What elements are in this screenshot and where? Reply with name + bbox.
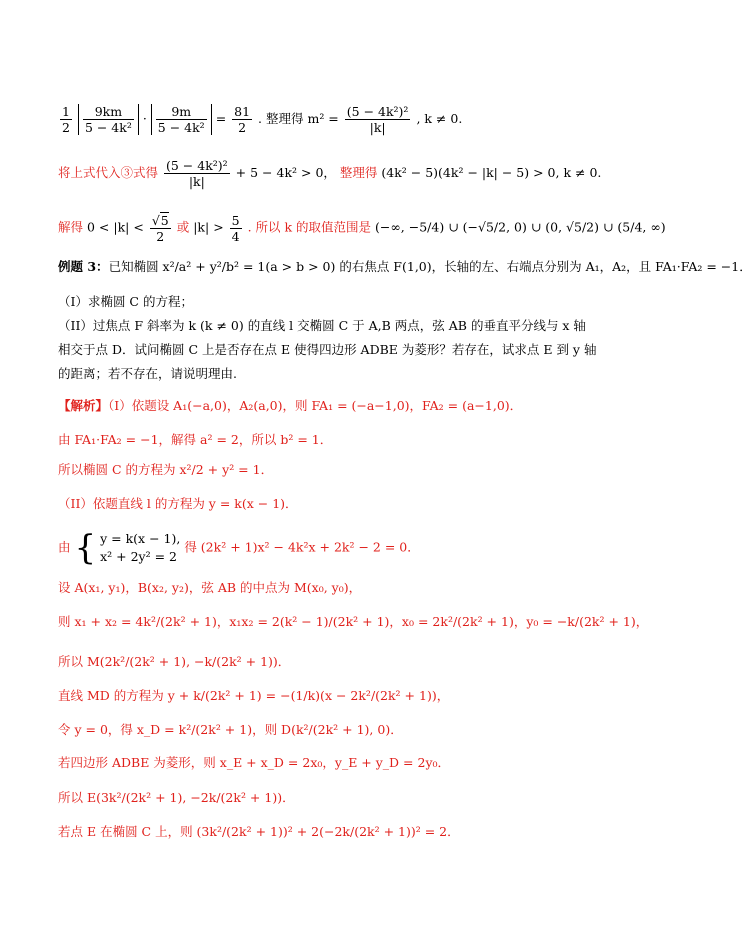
question-1: （I）求椭圆 C 的方程； [58, 294, 193, 309]
fraction-81-2: $\frac{81}{2}$ [234, 104, 251, 135]
abs-term-1: $\frac{9km}{\text{5 − 4k²}}$ [78, 104, 139, 135]
formula-line-1: $\frac{1}{2}$ $\frac{9km}{\text{5 − 4k²}}$ · $\frac{9m}{\text{5 − 4k²}}$ = $\frac{81}{2}$ . 整理得 m² = $\frac{\text{(5 − 4k²)²}}{|k|}$ , k ≠ 0. [62, 104, 463, 135]
solution-step-13: 若点 E 在椭圆 C 上，则 (3k²/(2k² + 1))² + 2(−2k/(2k² + 1))² = 2． [58, 824, 460, 839]
abs-term-2: $\frac{9m}{\text{5 − 4k²}}$ [151, 104, 212, 135]
solution-intro: 【解析】（I）依题设 A₁(−a,0)，A₂(a,0)，则 FA₁ = (−a−1,0)，FA₂ = (a−1,0)． [58, 398, 523, 413]
solution-step-12: 所以 E(3k²/(2k² + 1), −2k/(2k² + 1))． [58, 790, 295, 805]
solution-step-10: 令 y = 0，得 x_D = k²/(2k² + 1)，则 D(k²/(2k² + 1), 0)． [58, 722, 403, 737]
solution-step-9: 直线 MD 的方程为 y + k/(2k² + 1) = −(1/k)(x − 2k²/(2k² + 1))， [58, 688, 450, 703]
solution-step-3: 所以椭圆 C 的方程为 x²/2 + y² = 1． [58, 462, 274, 477]
solution-step-6: 设 A(x₁, y₁)，B(x₂, y₂)，弦 AB 的中点为 M(x₀, y₀)， [58, 580, 362, 595]
note-text: . 整理得 m² = [258, 111, 339, 126]
solution-step-8: 所以 M(2k²/(2k² + 1), −k/(2k² + 1))． [58, 654, 291, 669]
formula-line-3: 解得 0 < |k| < $\frac{√5}{2}$ 或 |k| > $\frac{5}{4}$ . 所以 k 的取值范围是 (−∞, −5/4) ∪ (−√5/2, 0) ∪ (0, √5/2) ∪ (5/4, ∞) [58, 212, 666, 244]
solution-step-4: （II）依题直线 l 的方程为 y = k(x − 1)． [58, 496, 298, 511]
solution-step-7: 则 x₁ + x₂ = 4k²/(2k² + 1)，x₁x₂ = 2(k² − 1)/(2k² + 1)，x₀ = 2k²/(2k² + 1)，y₀ = −k/(2k² + 1)， [58, 614, 649, 629]
fraction-half: $\frac{1}{2}$ [62, 104, 70, 135]
solution-step-5: 由 { y = k(x − 1), x² + 2y² = 2 得 (2k² + 1)x² − 4k²x + 2k² − 2 = 0． [58, 528, 420, 568]
formula-line-2: 将上式代入③式得 $\frac{\text{(5 − 4k²)²}}{|k|}$ + 5 − 4k² > 0， 整理得 (4k² − 5)(4k² − |k| − 5) > 0, k ≠ 0. [58, 158, 602, 189]
fraction-sqrt5-2: $\frac{√5}{2}$ [151, 213, 169, 244]
fraction-substitute: $\frac{\text{(5 − 4k²)²}}{|k|}$ [166, 158, 228, 189]
equation-system: y = k(x − 1), x² + 2y² = 2 [100, 531, 181, 564]
solution-step-11: 若四边形 ADBE 为菱形，则 x_E + x_D = 2x₀，y_E + y_D = 2y₀． [58, 755, 451, 770]
example-statement: 例题 3：已知椭圆 x²/a² + y²/b² = 1(a > b > 0) 的右焦点 F(1,0)，长轴的左、右端点分别为 A₁，A₂，且 FA₁·FA₂ = −1． [58, 259, 752, 274]
question-2: （II）过焦点 F 斜率为 k (k ≠ 0) 的直线 l 交椭圆 C 于 A,B 两点，弦 AB 的垂直平分线与 x 轴相交于点 D．试问椭圆 C 上是否存在点 E 使得四边形 ADBE 为菱形？若存在，试求点 E 到 y 轴的距离；若不存在，请说明理由. [58, 318, 597, 381]
solution-step-2: 由 FA₁·FA₂ = −1，解得 a² = 2，所以 b² = 1． [58, 432, 333, 447]
fraction-m2: $\frac{\text{(5 − 4k²)²}}{|k|}$ [346, 104, 409, 135]
fraction-5-4: $\frac{5}{4}$ [231, 212, 240, 244]
